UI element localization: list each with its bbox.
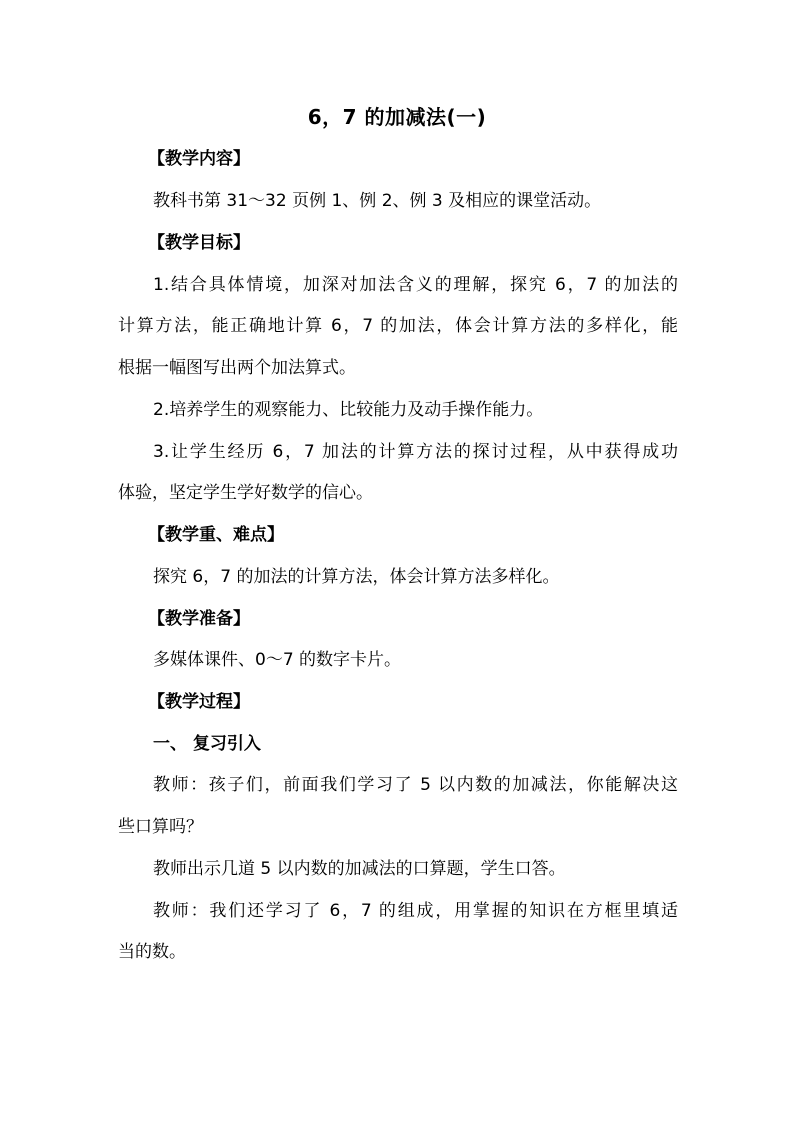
content-text: 教科书第 31～32 页例 1、例 2、例 3 及相应的课堂活动。 (153, 191, 602, 211)
goal-3-line-2: 体验，坚定学生学好数学的信心。 (118, 483, 373, 503)
paragraph-1-line-2: 些口算吗？ (118, 817, 203, 837)
key-points-heading: 【教学重、难点】 (148, 525, 284, 545)
goal-1-line-3: 根据一幅图写出两个加法算式。 (118, 358, 356, 378)
paragraph-3-line-2: 当的数。 (118, 942, 186, 962)
paragraph-1-line-1: 教师：孩子们，前面我们学习了 5 以内数的加减法，你能解决这 (153, 775, 678, 795)
paragraph-2: 教师出示几道 5 以内数的加减法的口算题，学生口答。 (153, 859, 566, 879)
preparation-heading: 【教学准备】 (148, 609, 250, 629)
goal-1-line-2: 计算方法，能正确地计算 6，7 的加法，体会计算方法的多样化，能 (118, 316, 678, 336)
step-1-heading: 一、 复习引入 (153, 734, 261, 754)
document-title: 6，7 的加减法(一) (307, 105, 487, 129)
preparation-text: 多媒体课件、0～7 的数字卡片。 (153, 650, 402, 670)
goal-1-line-1: 1.结合具体情境，加深对加法含义的理解，探究 6，7 的加法的 (153, 275, 678, 295)
key-points-text: 探究 6，7 的加法的计算方法，体会计算方法多样化。 (153, 567, 560, 587)
content-heading: 【教学内容】 (148, 149, 250, 169)
goal-2: 2.培养学生的观察能力、比较能力及动手操作能力。 (153, 400, 544, 420)
goals-heading: 【教学目标】 (148, 233, 250, 253)
paragraph-3-line-1: 教师：我们还学习了 6，7 的组成，用掌握的知识在方框里填适 (153, 901, 678, 921)
process-heading: 【教学过程】 (148, 692, 250, 712)
goal-3-line-1: 3.让学生经历 6，7 加法的计算方法的探讨过程，从中获得成功 (153, 442, 678, 462)
